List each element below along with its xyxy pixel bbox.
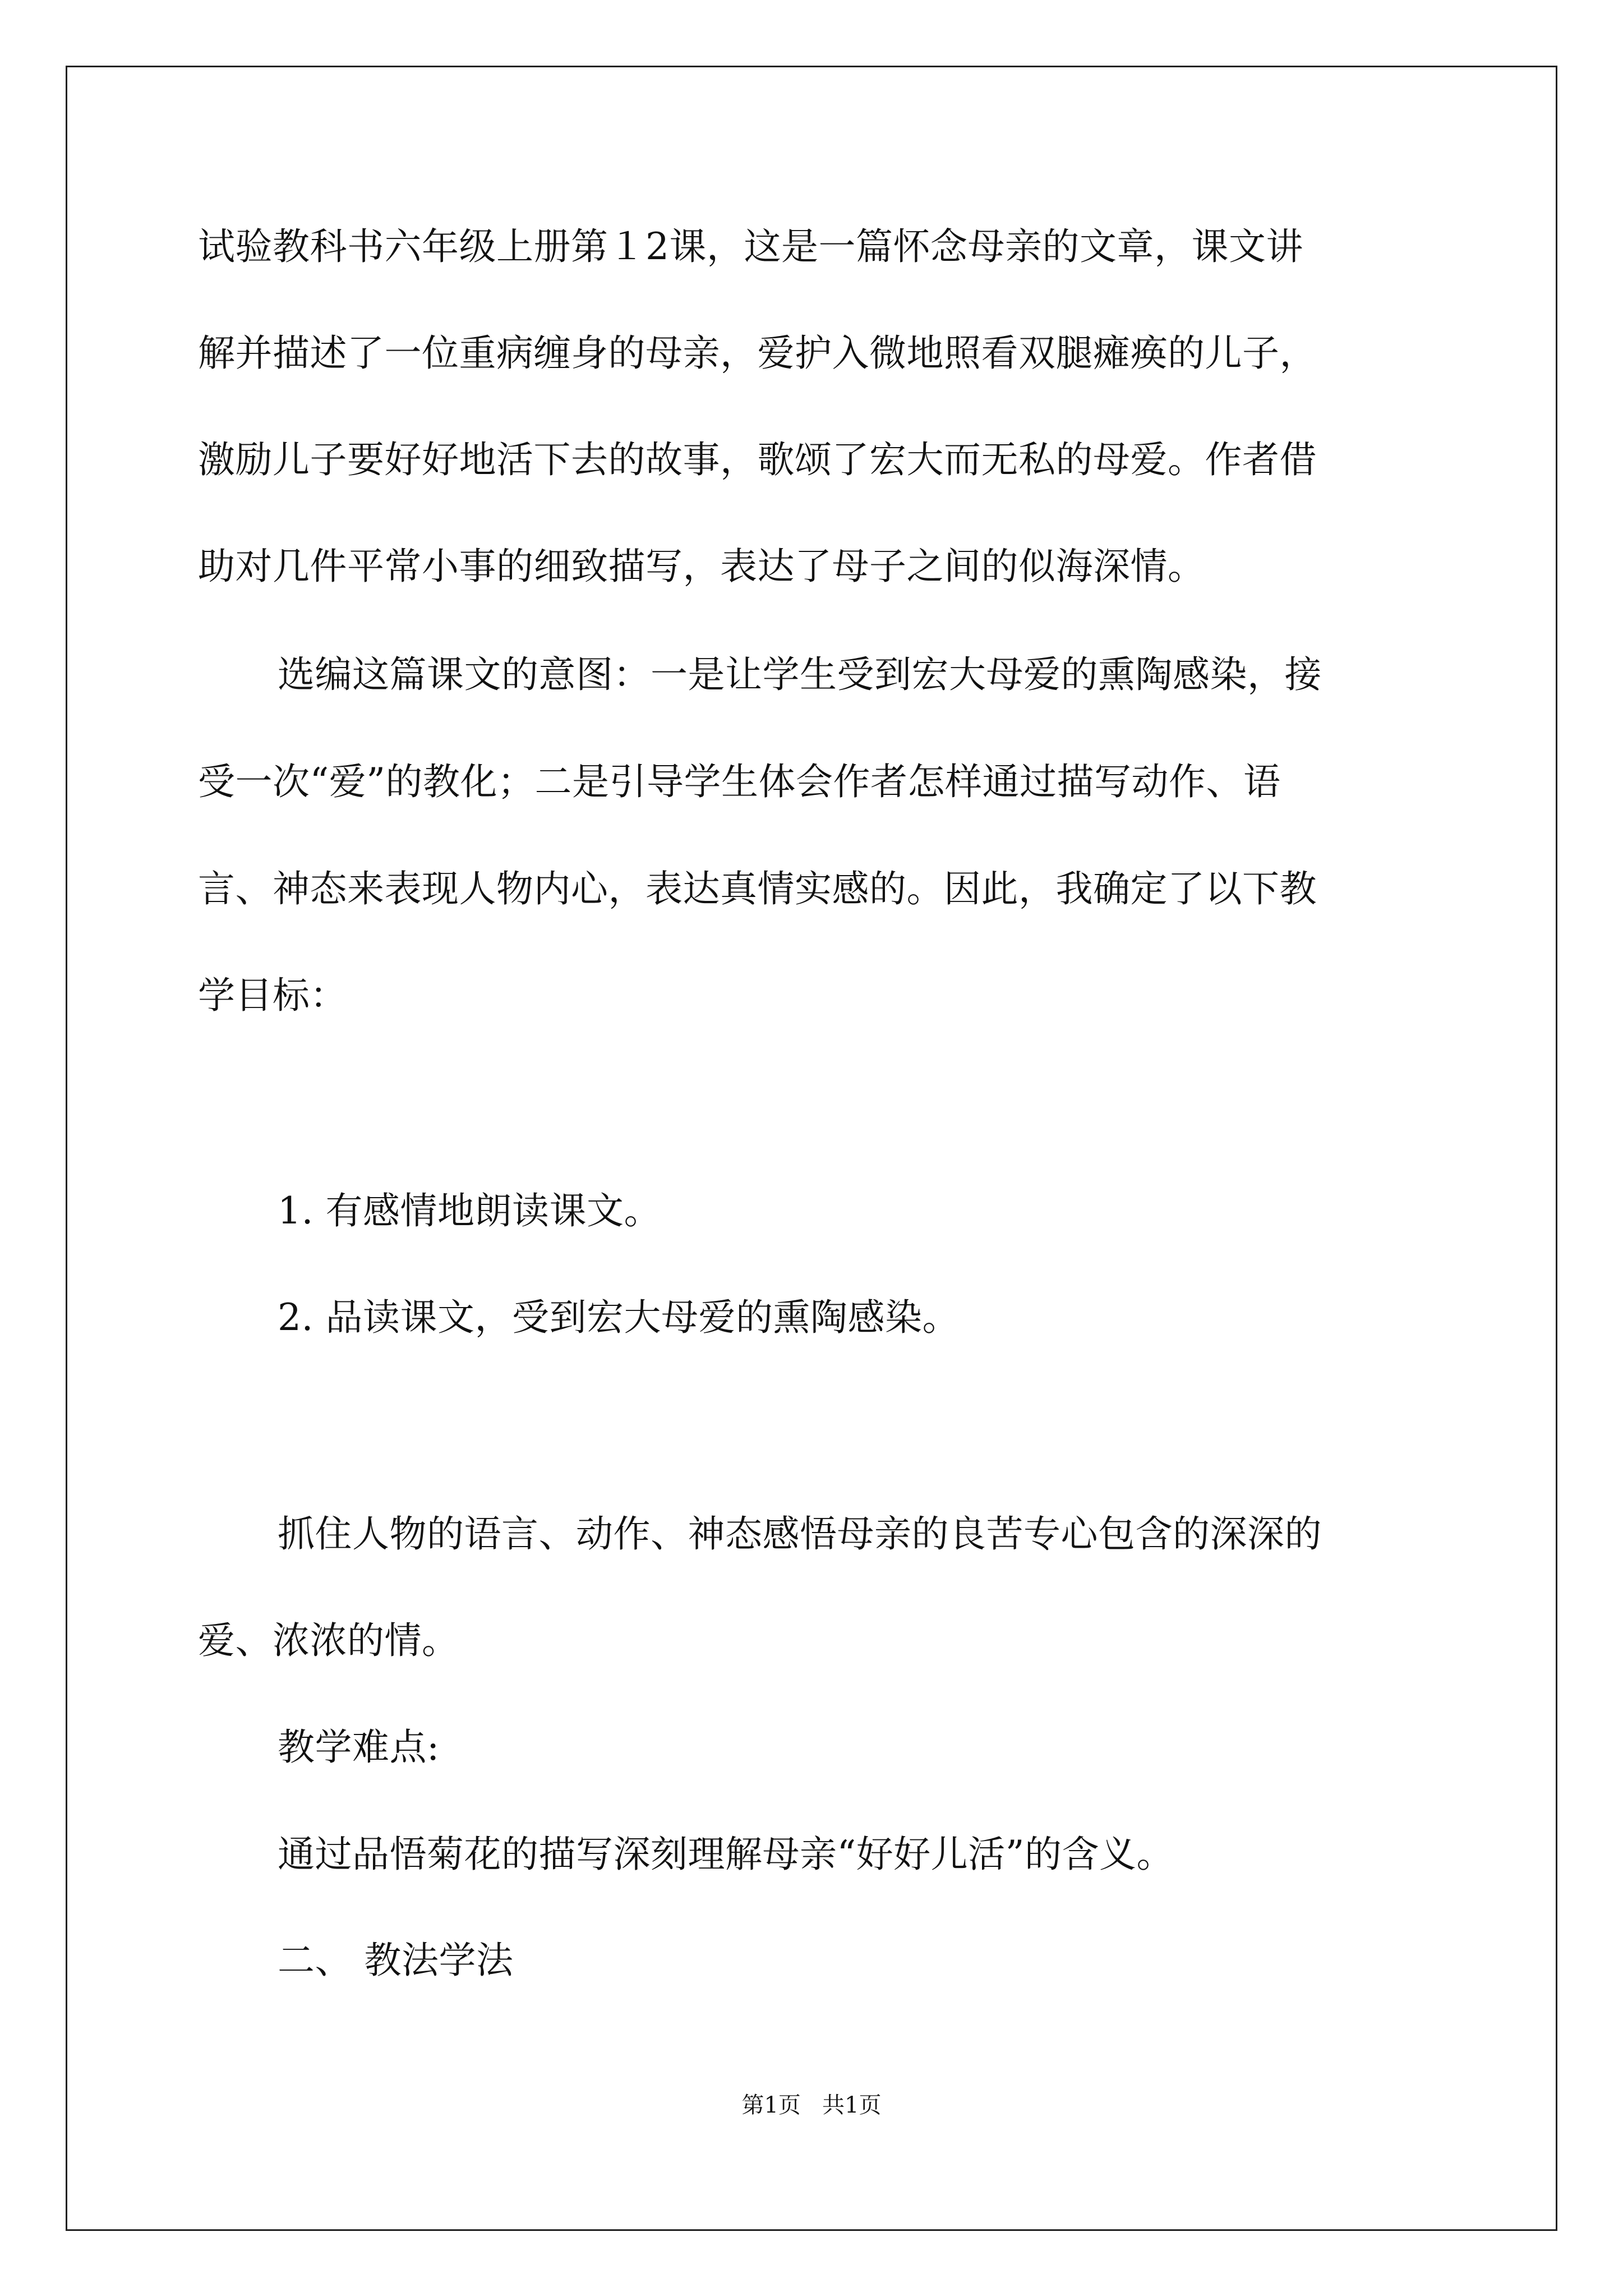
- paragraph2-line: 选编这篇课文的意图：一是让学生受到宏大母爱的熏陶感染，接: [278, 653, 1322, 696]
- goal-item: 1. 有感情地朗读课文。: [278, 1189, 661, 1232]
- paragraph2-line: 言、神态来表现人物内心，表达真情实感的。因此，我确定了以下教: [198, 867, 1317, 910]
- paragraph1-line: 助对几件平常小事的细致描写，表达了母子之间的似海深情。: [198, 545, 1205, 588]
- key-point-line: 爱、浓浓的情。: [198, 1619, 459, 1662]
- paragraph2-line: 受一次“爱”的教化；二是引导学生体会作者怎样通过描写动作、语: [198, 760, 1281, 803]
- paragraph1-line: 激励儿子要好好地活下去的故事，歌颂了宏大而无私的母爱。作者借: [198, 438, 1317, 481]
- difficulty-text: 通过品悟菊花的描写深刻理解母亲“好好儿活”的含义。: [278, 1833, 1174, 1876]
- paragraph2-line: 学目标：: [198, 974, 347, 1017]
- key-point-line: 抓住人物的语言、动作、神态感悟母亲的良苦专心包含的深深的: [278, 1512, 1322, 1556]
- page-border: [66, 66, 1557, 2231]
- page-footer: 第1页 共1页: [741, 2092, 882, 2118]
- section-heading: 二、 教法学法: [278, 1939, 514, 1982]
- goal-item: 2. 品读课文，受到宏大母爱的熏陶感染。: [278, 1296, 960, 1339]
- paragraph1-line: 试验教科书六年级上册第１2课，这是一篇怀念母亲的文章，课文讲: [198, 225, 1303, 268]
- paragraph1-line: 解并描述了一位重病缠身的母亲，爱护入微地照看双腿瘫痪的儿子，: [198, 332, 1317, 375]
- difficulty-heading: 教学难点:: [278, 1726, 440, 1769]
